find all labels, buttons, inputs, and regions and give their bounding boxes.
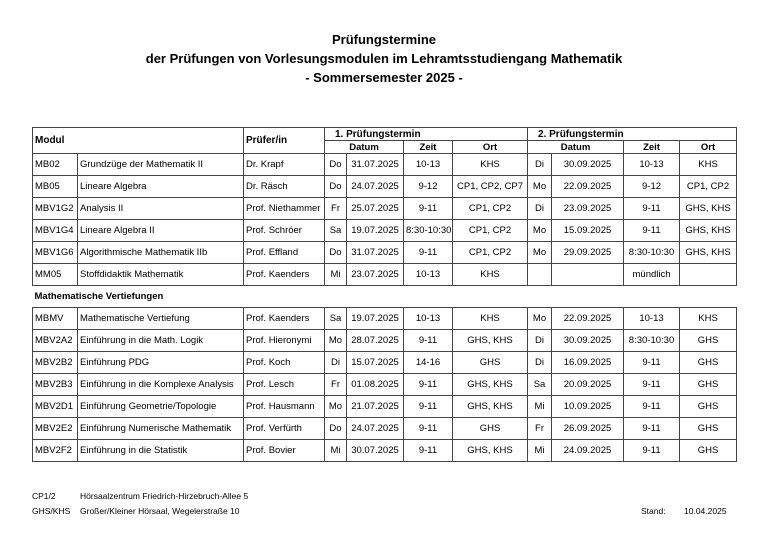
table-row (33, 374, 737, 396)
module-name: Algorithmische Mathematik IIb (78, 242, 244, 264)
place-1: KHS (453, 264, 528, 286)
place-1: CP1, CP2 (453, 198, 528, 220)
weekday-1: Do (325, 154, 347, 176)
place-1: GHS, KHS (453, 374, 528, 396)
weekday-2: Sa (528, 374, 552, 396)
section-row (33, 286, 737, 308)
date-1: 21.07.2025 (347, 396, 404, 418)
table-row (33, 308, 737, 330)
legend-cp-text: Hörsaalzentrum Friedrich-Hirzebruch-Allee 5 (80, 491, 249, 501)
time-1: 10-13 (404, 154, 453, 176)
date-2: 16.09.2025 (552, 352, 624, 374)
header-termin-2: 2. Prüfungstermin (528, 128, 737, 141)
place-2: GHS (680, 418, 737, 440)
date-1: 15.07.2025 (347, 352, 404, 374)
table-row (33, 220, 737, 242)
place-1: GHS (453, 352, 528, 374)
place-2: GHS (680, 352, 737, 374)
header-termin-1: 1. Prüfungstermin (325, 128, 528, 141)
header-row-1 (33, 128, 737, 141)
date-2: 24.09.2025 (552, 440, 624, 462)
place-2: KHS (680, 308, 737, 330)
place-1: GHS (453, 418, 528, 440)
legend-hs-abbr: GHS/KHS (32, 506, 71, 516)
time-2: 9-11 (624, 352, 680, 374)
place-2: KHS (680, 154, 737, 176)
weekday-2: Mi (528, 440, 552, 462)
table-body (33, 128, 737, 462)
weekday-1: Mo (325, 330, 347, 352)
module-name: Lineare Algebra (78, 176, 244, 198)
date-1: 19.07.2025 (347, 220, 404, 242)
date-1: 24.07.2025 (347, 176, 404, 198)
time-2: 9-11 (624, 440, 680, 462)
time-1: 9-12 (404, 176, 453, 198)
date-1: 31.07.2025 (347, 154, 404, 176)
date-2: 23.09.2025 (552, 198, 624, 220)
time-2: 9-11 (624, 220, 680, 242)
table-row (33, 154, 737, 176)
place-1: CP1, CP2, CP7 (453, 176, 528, 198)
module-name: Mathematische Vertiefung (78, 308, 244, 330)
time-1: 9-11 (404, 242, 453, 264)
time-1: 9-11 (404, 418, 453, 440)
date-2: 22.09.2025 (552, 308, 624, 330)
date-1: 31.07.2025 (347, 242, 404, 264)
table-row (33, 418, 737, 440)
place-2: GHS, KHS (680, 242, 737, 264)
place-1: GHS, KHS (453, 440, 528, 462)
time-2: 9-12 (624, 176, 680, 198)
date-1: 28.07.2025 (347, 330, 404, 352)
time-2: 8:30-10:30 (624, 242, 680, 264)
weekday-2 (528, 264, 552, 286)
weekday-1: Do (325, 176, 347, 198)
date-2: 26.09.2025 (552, 418, 624, 440)
table-row (33, 440, 737, 462)
module-name: Einführung in die Statistik (78, 440, 244, 462)
place-2: GHS (680, 330, 737, 352)
module-name: Stoffdidaktik Mathematik (78, 264, 244, 286)
weekday-1: Fr (325, 374, 347, 396)
examiner: Dr. Krapf (244, 154, 325, 176)
exam-schedule-table (32, 127, 737, 462)
place-2: GHS (680, 440, 737, 462)
header-datum-1: Datum (325, 141, 404, 154)
date-2: 22.09.2025 (552, 176, 624, 198)
examiner: Prof. Schröer (244, 220, 325, 242)
header-datum-2: Datum (528, 141, 624, 154)
examiner: Prof. Niethammer (244, 198, 325, 220)
module-code: MB05 (33, 176, 78, 198)
header-zeit-2: Zeit (624, 141, 680, 154)
place-1: GHS, KHS (453, 330, 528, 352)
module-code: MBV2B3 (33, 374, 78, 396)
place-2: CP1, CP2 (680, 176, 737, 198)
time-2: 10-13 (624, 308, 680, 330)
weekday-1: Sa (325, 308, 347, 330)
section-label: Mathematische Vertiefungen (34, 291, 164, 302)
header-zeit-1: Zeit (404, 141, 453, 154)
module-code: MBV2F2 (33, 440, 78, 462)
time-1: 9-11 (404, 330, 453, 352)
table-row (33, 242, 737, 264)
time-2: 9-11 (624, 396, 680, 418)
weekday-2: Mo (528, 176, 552, 198)
title-line-2: der Prüfungen von Vorlesungsmodulen im Lehramtsstudiengang Mathematik (145, 51, 623, 66)
weekday-2: Fr (528, 418, 552, 440)
weekday-1: Do (325, 418, 347, 440)
weekday-2: Mo (528, 242, 552, 264)
module-code: MBV2D1 (33, 396, 78, 418)
module-code: MM05 (33, 264, 78, 286)
time-2: 8:30-10:30 (624, 330, 680, 352)
date-2 (552, 264, 624, 286)
examiner: Prof. Lesch (244, 374, 325, 396)
examiner: Prof. Verfürth (244, 418, 325, 440)
table-row (33, 176, 737, 198)
place-2: GHS, KHS (680, 198, 737, 220)
stand-date: 10.04.2025 (684, 506, 727, 516)
legend-hs-text: Großer/Kleiner Hörsaal, Wegelerstraße 10 (80, 506, 240, 516)
place-1: KHS (453, 154, 528, 176)
header-modul: Modul (33, 128, 244, 154)
weekday-1: Do (325, 242, 347, 264)
module-code: MBV1G2 (33, 198, 78, 220)
module-name: Lineare Algebra II (78, 220, 244, 242)
weekday-1: Di (325, 352, 347, 374)
module-code: MBV2E2 (33, 418, 78, 440)
examiner: Prof. Kaenders (244, 264, 325, 286)
weekday-2: Di (528, 154, 552, 176)
weekday-2: Di (528, 330, 552, 352)
time-1: 9-11 (404, 198, 453, 220)
examiner: Prof. Koch (244, 352, 325, 374)
table-row (33, 330, 737, 352)
weekday-1: Sa (325, 220, 347, 242)
date-1: 23.07.2025 (347, 264, 404, 286)
place-2 (680, 264, 737, 286)
time-1: 10-13 (404, 264, 453, 286)
header-pruefer: Prüfer/in (244, 128, 325, 154)
place-1: GHS, KHS (453, 396, 528, 418)
place-1: CP1, CP2 (453, 220, 528, 242)
date-2: 15.09.2025 (552, 220, 624, 242)
weekday-1: Mi (325, 264, 347, 286)
date-2: 30.09.2025 (552, 330, 624, 352)
examiner: Dr. Räsch (244, 176, 325, 198)
module-name: Grundzüge der Mathematik II (78, 154, 244, 176)
module-name: Einführung in die Komplexe Analysis (78, 374, 244, 396)
weekday-2: Mo (528, 220, 552, 242)
weekday-2: Mo (528, 308, 552, 330)
date-1: 24.07.2025 (347, 418, 404, 440)
module-code: MBV2A2 (33, 330, 78, 352)
weekday-1: Mi (325, 440, 347, 462)
time-1: 9-11 (404, 396, 453, 418)
date-1: 19.07.2025 (347, 308, 404, 330)
table-row (33, 396, 737, 418)
date-2: 10.09.2025 (552, 396, 624, 418)
examiner: Prof. Kaenders (244, 308, 325, 330)
table-row (33, 352, 737, 374)
time-2: 10-13 (624, 154, 680, 176)
legend-cp-abbr: CP1/2 (32, 491, 56, 501)
module-code: MBV1G6 (33, 242, 78, 264)
examiner: Prof. Hausmann (244, 396, 325, 418)
table-row (33, 198, 737, 220)
examiner: Prof. Hieronymi (244, 330, 325, 352)
place-2: GHS (680, 396, 737, 418)
module-code: MBV2B2 (33, 352, 78, 374)
date-1: 30.07.2025 (347, 440, 404, 462)
examiner: Prof. Effland (244, 242, 325, 264)
place-1: CP1, CP2 (453, 242, 528, 264)
place-2: GHS, KHS (680, 220, 737, 242)
module-name: Einführung in die Math. Logik (78, 330, 244, 352)
title-line-1: Prüfungstermine (331, 32, 436, 47)
place-2: GHS (680, 374, 737, 396)
module-code: MBV1G4 (33, 220, 78, 242)
time-1: 10-13 (404, 308, 453, 330)
stand-label: Stand: (641, 506, 666, 516)
table-row (33, 264, 737, 286)
module-name: Einführung PDG (78, 352, 244, 374)
examiner: Prof. Bovier (244, 440, 325, 462)
module-name: Einführung Numerische Mathematik (78, 418, 244, 440)
time-1: 9-11 (404, 374, 453, 396)
date-2: 29.09.2025 (552, 242, 624, 264)
date-2: 30.09.2025 (552, 154, 624, 176)
header-ort-1: Ort (453, 141, 528, 154)
date-2: 20.09.2025 (552, 374, 624, 396)
weekday-2: Di (528, 198, 552, 220)
time-1: 8:30-10:30 (404, 220, 453, 242)
time-2: 9-11 (624, 374, 680, 396)
time-1: 14-16 (404, 352, 453, 374)
module-code: MB02 (33, 154, 78, 176)
module-name: Einführung Geometrie/Topologie (78, 396, 244, 418)
title-line-3: - Sommersemester 2025 - (305, 70, 463, 85)
time-2: 9-11 (624, 198, 680, 220)
weekday-1: Mo (325, 396, 347, 418)
header-ort-2: Ort (680, 141, 737, 154)
weekday-2: Di (528, 352, 552, 374)
date-1: 01.08.2025 (347, 374, 404, 396)
weekday-2: Mi (528, 396, 552, 418)
weekday-1: Fr (325, 198, 347, 220)
date-1: 25.07.2025 (347, 198, 404, 220)
time-2: 9-11 (624, 418, 680, 440)
document-title (0, 30, 768, 87)
place-1: KHS (453, 308, 528, 330)
module-name: Analysis II (78, 198, 244, 220)
time-1: 9-11 (404, 440, 453, 462)
module-code: MBMV (33, 308, 78, 330)
time-2: mündlich (624, 264, 680, 286)
